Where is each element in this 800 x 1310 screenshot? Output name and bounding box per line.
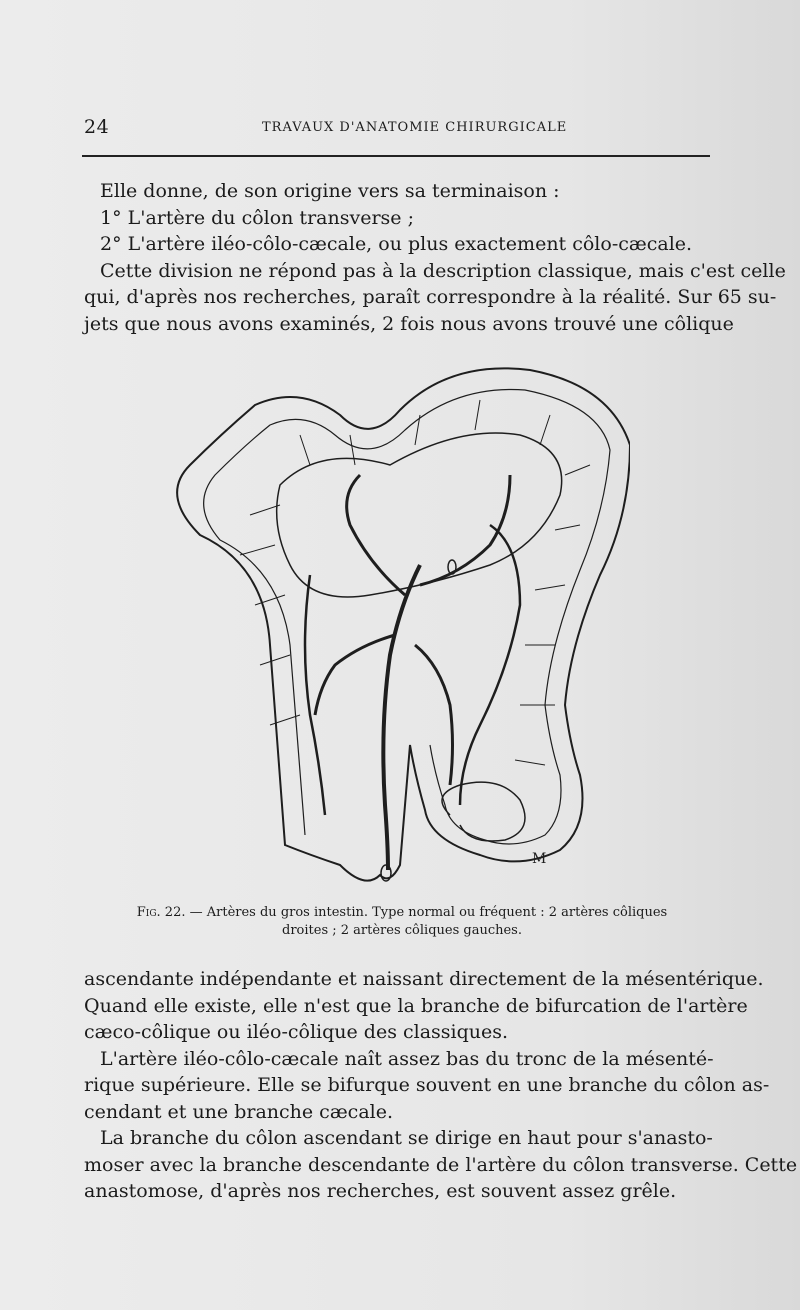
top-paragraph [84,178,786,337]
bottom-paragraph [84,966,798,1205]
text-line: Quand elle existe, elle n'est que la branche de bifurcation de l'artère [84,994,748,1017]
text-line: anastomose, d'après nos recherches, est souvent assez grêle. [84,1180,677,1202]
caption-lead: Fig. 22. [136,905,186,920]
caption-line-1 [82,904,722,922]
fine-vessels [240,400,590,765]
text-line: L'artère iléo-côlo-cæcale naît assez bas du tronc de la mésenté- [100,1047,714,1070]
cecum [442,782,525,841]
caption-text-1: — Artères du gros intestin. Type normal ou fréquent : 2 artères côliques [189,905,668,920]
text-line: Cette division ne répond pas à la description classique, mais c'est celle [100,259,786,282]
colon-outline [177,368,630,880]
text-line: rique supérieure. Elle se bifurque souvent en une branche du côlon as- [84,1074,770,1096]
figure-caption [82,904,722,940]
text-line: ascendante indépendante et naissant directement de la mésentérique. [84,968,764,990]
page-number: 24 [84,116,110,138]
text-line: qui, d'après nos recherches, paraît correspondre à la réalité. Sur 65 su- [84,286,777,308]
mesenteric-artery [383,565,420,870]
caption-line-2: droites ; 2 artères côliques gauches. [282,923,522,938]
text-line: 1° L'artère du côlon transverse ; [100,206,414,229]
anatomical-figure [160,345,630,900]
running-title: TRAVAUX D'ANATOMIE CHIRURGICALE [262,120,568,135]
header-rule [82,155,710,157]
text-line: moser avec la branche descendante de l'artère du côlon transverse. Cette [84,1153,798,1176]
text-line: jets que nous avons examinés, 2 fois nous avons trouvé une côlique [84,312,734,335]
text-line: cendant et une branche cæcale. [84,1100,394,1123]
colic-artery-middle [347,475,405,595]
descending-loop [460,525,520,805]
text-line: La branche du côlon ascendant se dirige en haut pour s'anasto- [100,1127,713,1149]
text-line: cæco-côlique ou iléo-côlique des classiques. [84,1021,509,1043]
ascending-loop [305,575,325,815]
text-line: Elle donne, de son origine vers sa terminaison : [100,180,560,202]
running-head [84,116,714,142]
text-line: 2° L'artère iléo-côlo-cæcale, ou plus exactement côlo-cæcale. [100,233,693,255]
artist-signature: M [532,851,547,867]
transverse-loop [277,433,562,597]
